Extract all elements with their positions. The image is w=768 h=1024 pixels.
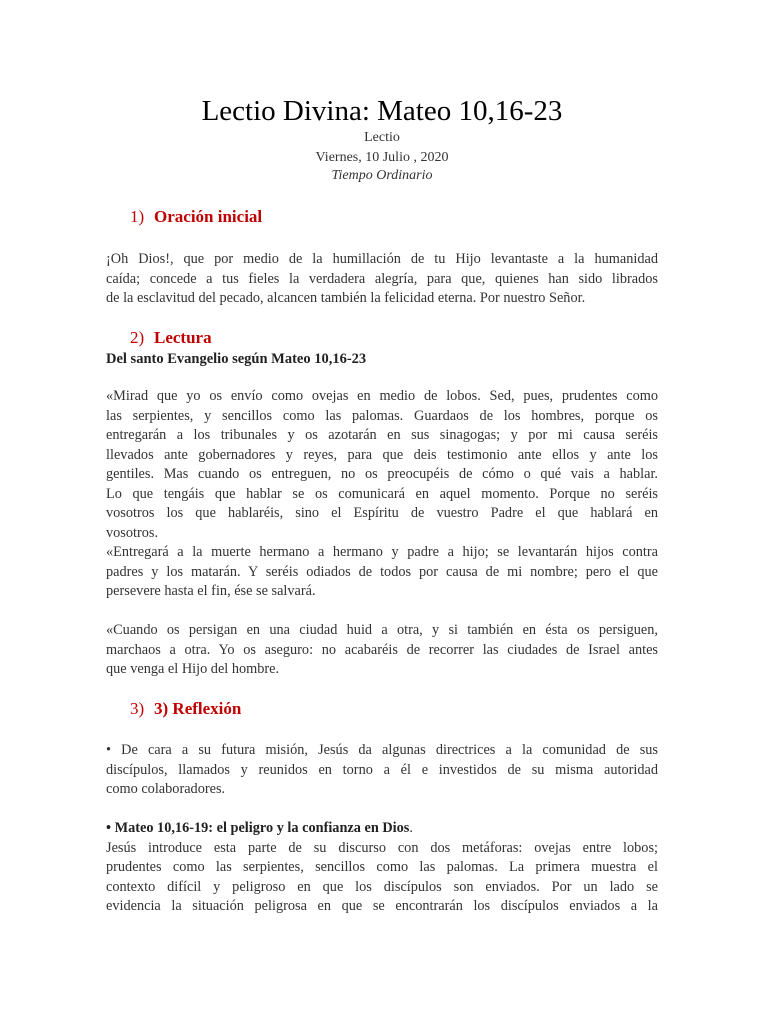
- text-line: «Cuando os persigan en una ciudad huid a otra, y si también en ésta os persiguen,: [106, 622, 658, 638]
- text-line: llevados ante gobernadores y reyes, para que deis testimonio ante ellos y ante los: [106, 446, 658, 463]
- text-line: gentiles. Mas cuando os entreguen, no os preocupéis de cómo o qué vais a hablar.: [106, 466, 658, 482]
- text-line: [106, 819, 658, 839]
- document-title: Lectio Divina: Mateo 10,16-23: [201, 95, 563, 127]
- text-line: como colaboradores.: [106, 781, 226, 797]
- text-line: prudentes como las serpientes, sencillos como las palomas. La primera muestra el: [106, 859, 658, 875]
- lectura-paragraph-3: [106, 621, 658, 680]
- text-line: evidencia la situación peligrosa en que se encontrarán los discípulos enviados a la: [106, 898, 658, 914]
- section-number: 1): [130, 207, 145, 226]
- oracion-paragraph: [106, 250, 658, 309]
- section-heading-reflexion: [130, 698, 241, 720]
- text-line: de la esclavitud del pecado, alcancen también la felicidad eterna. Por nuestro Señor.: [106, 290, 586, 306]
- text-line: vosotros los que hablaréis, sino el Espíritu de vuestro Padre el que hablará en: [106, 505, 658, 521]
- text-line: «Entregará a la muerte hermano a hermano y padre a hijo; se levantarán hijos contra: [106, 544, 658, 560]
- reflexion-paragraph-1: [106, 741, 658, 800]
- text-line: contexto difícil y peligroso en que los discípulos son enviados. Por un lado se: [106, 878, 658, 895]
- lectura-paragraph-2: [106, 543, 658, 602]
- passage-heading: • Mateo 10,16-19: el peligro y la confianza en Dios: [106, 820, 410, 836]
- text-line: «Mirad que yo os envío como ovejas en medio de lobos. Sed, pues, prudentes como: [106, 388, 658, 404]
- text-line: Lo que tengáis que hablar se os comunicará en aquel momento. Porque no seréis: [106, 485, 658, 502]
- text-line: discípulos, llamados y reunidos en torno a él e investidos de su misma autoridad: [106, 761, 658, 778]
- text-line: padres y los matarán. Y seréis odiados de todos por causa de mi nombre; pero el que: [106, 563, 658, 580]
- reflexion-paragraph-2: [106, 819, 658, 917]
- gospel-reference: Del santo Evangelio según Mateo 10,16-23: [106, 351, 367, 367]
- text-line: vosotros.: [106, 524, 159, 541]
- text-line: caída; concede a tus fieles la verdadera alegría, para que, quienes han sido librados: [106, 270, 658, 287]
- category-label: Lectio: [364, 130, 400, 145]
- season-label: Tiempo Ordinario: [331, 168, 433, 183]
- passage-heading-end: .: [409, 820, 413, 836]
- lectura-paragraph-1: [106, 387, 658, 543]
- text-line: las serpientes, y sencillos como las palomas. Guardaos de los hombres, porque os: [106, 407, 658, 424]
- text-line: ¡Oh Dios!, que por medio de la humillación de tu Hijo levantaste a la humanidad: [106, 251, 658, 267]
- section-heading-lectura: [130, 327, 212, 349]
- text-line: entregarán a los tribunales y os azotarán en sus sinagogas; y por mi causa seréis: [106, 427, 658, 443]
- text-line: marchaos a otra. Yo os aseguro: no acabaréis de recorrer las ciudades de Israel antes: [106, 641, 658, 658]
- section-title: 3) Reflexión: [154, 699, 242, 718]
- section-title: Lectura: [154, 328, 212, 347]
- text-line: persevere hasta el fin, ése se salvará.: [106, 583, 316, 599]
- section-number: 3): [130, 699, 145, 718]
- text-line: que venga el Hijo del hombre.: [106, 661, 280, 677]
- section-number: 2): [130, 328, 145, 347]
- text-line: Jesús introduce esta parte de su discurso con dos metáforas: ovejas entre lobos;: [106, 839, 658, 856]
- date-label: Viernes, 10 Julio , 2020: [315, 150, 449, 165]
- section-title: Oración inicial: [154, 207, 263, 226]
- section-heading-oracion: [130, 206, 262, 228]
- text-line: • De cara a su futura misión, Jesús da algunas directrices a la comunidad de sus: [106, 742, 658, 758]
